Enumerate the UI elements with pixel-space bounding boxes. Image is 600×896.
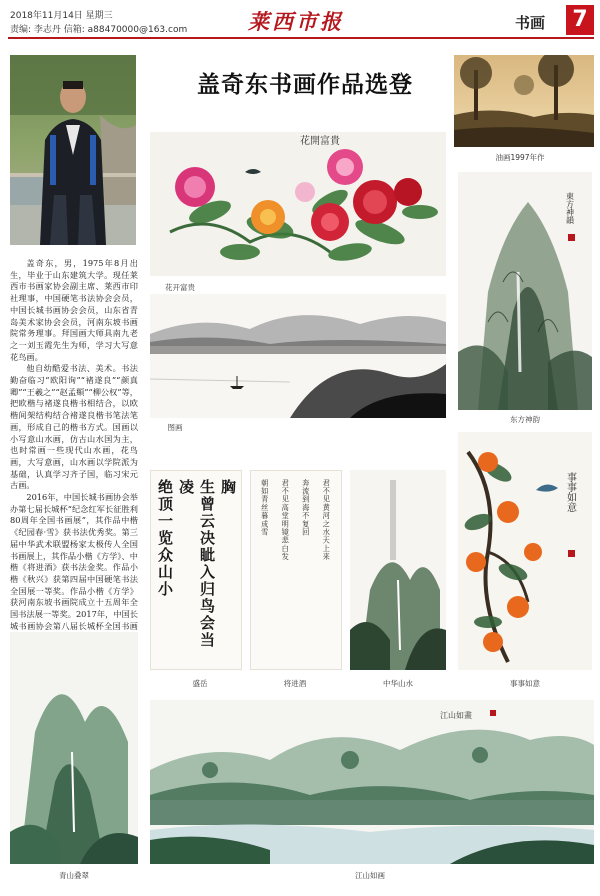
caption-mountain: 东方神韵 bbox=[510, 415, 540, 424]
bio-paragraph: 他自幼酷爱书法、美术。书法勤奋临习“欧阳询”“褚遂良”“颜真卿”“王羲之”“赵孟頫”“柳公权”等，把欧楷与褚遂良楷书相结合，以欧楷间架结构结合褚遂良楷书笔法笔画，形成自己的楷书方式。国画以小写意山水画，仿古山水国为主，也时常画一些现代山水画，花鸟画，大写意画，山水画以学院派为基础，认真学习齐子国，临习宋元古画。 bbox=[10, 363, 138, 491]
section-name: 书画 bbox=[515, 14, 546, 32]
svg-text:東方神韻: 東方神韻 bbox=[565, 192, 575, 224]
persimmon-inscription: 事事如意 bbox=[564, 472, 576, 512]
calligraphy-lishu bbox=[150, 470, 242, 670]
calligraphy-column: 奔流到海不复回 bbox=[301, 479, 311, 537]
caption-peony: 花开富贵 bbox=[165, 283, 195, 292]
calligraphy-column: 绝顶一览众山小 bbox=[156, 479, 174, 598]
qingshan-painting bbox=[10, 632, 138, 864]
caption-calligraphy2: 将进酒 bbox=[283, 679, 307, 688]
caption-calligraphy1: 盛岳 bbox=[192, 679, 208, 688]
header-divider bbox=[8, 37, 594, 39]
caption-ink-landscape: 图画 bbox=[167, 423, 183, 432]
bio-paragraph: 2016年，中国长城书画协会举办第七届长城杯“纪念红军长征胜利80周年全国书画展”，其作品中楷《纪园春·雪》获书法优秀奖。第三届中华武术联盟杨家太极传人全国书画展上，其作品小楷《方学》、中楷《将进酒》获书法金奖。作品小楷《秋兴》获第四届中国硬笔书法全国展一等奖。作品小楷《方学》获河南东坡书画院成立十五周年全国书法展一等奖。2017年，中国长城书画协会第八届长城杯全国书画 bbox=[10, 492, 138, 631]
newspaper-logo: 莱西市报 bbox=[248, 9, 344, 34]
calligraphy-xingshu bbox=[250, 470, 342, 670]
caption-oil-painting: 油画1997年作 bbox=[495, 153, 545, 162]
jiangshan-painting bbox=[150, 700, 594, 864]
calligraphy-column: 生曾云决眦入归鸟会当凌 bbox=[177, 479, 216, 649]
zhonghua-painting bbox=[350, 470, 446, 670]
persimmon-painting bbox=[458, 432, 592, 670]
calligraphy-column: 朝如青丝暮成雪 bbox=[260, 479, 270, 537]
editor-info: 责编: 李志丹 信箱: a88470000@163.com bbox=[10, 25, 188, 35]
mountain-painting bbox=[458, 172, 592, 410]
issue-date: 2018年11月14日 星期三 bbox=[10, 11, 113, 21]
author-portrait bbox=[10, 55, 136, 245]
peony-painting bbox=[150, 132, 446, 276]
oil-painting bbox=[454, 55, 594, 147]
bio-paragraph: 盖奇东，男，1975年8月出生，毕业于山东建筑大学。现任莱西市书画家协会副主席、莱西市印社理事，中国硬笔书法协会会员，中国长城书画协会会员，山东省青岛美术家协会会员，河南东坡书画院常务理事。拜国画大师具南九老之一刘玉霞先生为师，学习大写意花鸟画。 bbox=[10, 258, 138, 362]
ink-landscape-painting bbox=[150, 294, 446, 418]
caption-persimmon: 事事如意 bbox=[510, 679, 540, 688]
svg-text:江山如畫: 江山如畫 bbox=[440, 711, 472, 720]
article-title: 盖奇东书画作品选登 bbox=[197, 71, 413, 98]
calligraphy-column: 君不见黄河之水天上来 bbox=[322, 479, 332, 561]
page-number-badge: 7 bbox=[566, 5, 594, 35]
caption-qingshan: 青山叠翠 bbox=[59, 871, 89, 880]
svg-text:花開富貴: 花開富貴 bbox=[300, 136, 340, 147]
caption-jiangshan: 江山如画 bbox=[355, 871, 385, 880]
caption-zhonghua: 中华山水 bbox=[383, 679, 413, 688]
calligraphy-column: 君不见高堂明镜悲白发 bbox=[281, 479, 291, 561]
calligraphy-column: 胸 bbox=[219, 479, 237, 496]
